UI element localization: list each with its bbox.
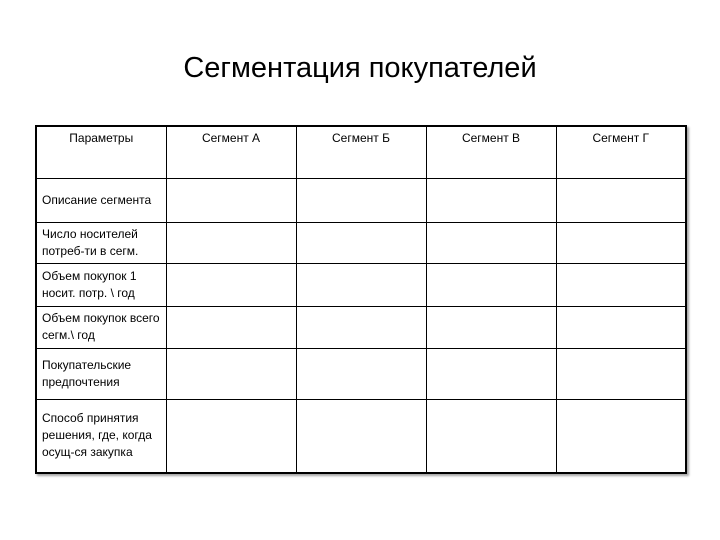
table-cell — [556, 348, 686, 399]
table-cell — [426, 263, 556, 306]
table-cell — [296, 306, 426, 348]
table-cell — [296, 399, 426, 473]
table-cell — [166, 178, 296, 222]
table-row — [36, 222, 686, 263]
table-cell — [556, 263, 686, 306]
segmentation-table — [35, 125, 687, 474]
table-cell — [426, 399, 556, 473]
table-cell — [296, 178, 426, 222]
table-cell — [296, 263, 426, 306]
row-parameter-label: Объем покупок 1 носит. потр. \ год — [36, 263, 166, 306]
header-segment-a: Сегмент А — [166, 126, 296, 178]
table-cell — [166, 263, 296, 306]
row-parameter-label: Число носителей потреб-ти в сегм. — [36, 222, 166, 263]
header-segment-b: Сегмент Б — [296, 126, 426, 178]
table-cell — [166, 222, 296, 263]
table-cell — [166, 399, 296, 473]
table-cell — [426, 178, 556, 222]
slide-title: Сегментация покупателей — [183, 52, 537, 84]
table-row — [36, 348, 686, 399]
row-parameter-label: Покупательские предпочтения — [36, 348, 166, 399]
table-header-row — [36, 126, 686, 178]
table-row — [36, 306, 686, 348]
table-cell — [556, 306, 686, 348]
table-cell — [556, 399, 686, 473]
row-parameter-label: Описание сегмента — [36, 178, 166, 222]
header-parameters: Параметры — [36, 126, 166, 178]
table-cell — [556, 178, 686, 222]
table-cell — [166, 306, 296, 348]
table-cell — [296, 222, 426, 263]
row-parameter-label: Объем покупок всего сегм.\ год — [36, 306, 166, 348]
row-parameter-label: Способ принятия решения, где, когда осущ-ся закупка — [36, 399, 166, 473]
table-row — [36, 178, 686, 222]
table-cell — [296, 348, 426, 399]
header-segment-g: Сегмент Г — [556, 126, 686, 178]
table-cell — [166, 348, 296, 399]
table-cell — [556, 222, 686, 263]
table-row — [36, 399, 686, 473]
table-row — [36, 263, 686, 306]
table-cell — [426, 222, 556, 263]
table-cell — [426, 306, 556, 348]
table-cell — [426, 348, 556, 399]
header-segment-v: Сегмент В — [426, 126, 556, 178]
